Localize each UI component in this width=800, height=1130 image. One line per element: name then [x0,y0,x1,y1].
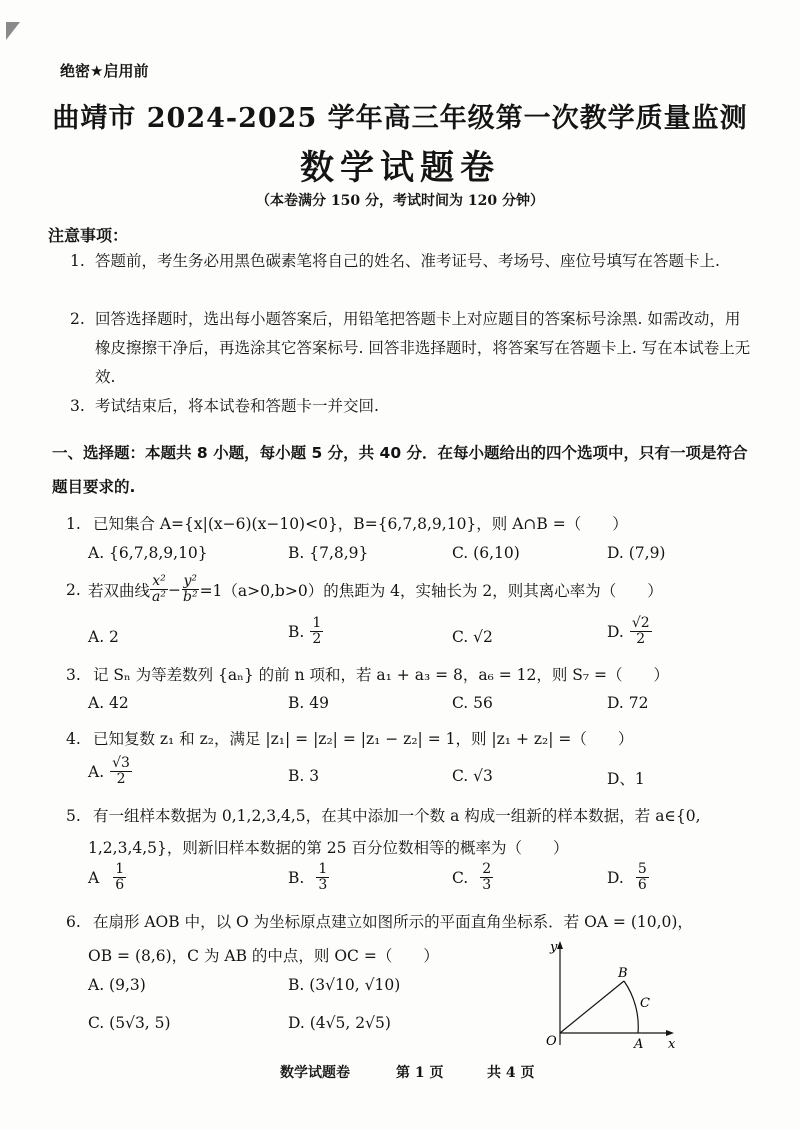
note-item [70,247,755,276]
fraction: $\frac{5}{6}$ [637,861,647,893]
option-b: B. 49 [288,694,329,712]
option-d: D、1 [607,770,645,788]
fraction: $\frac{√2}{2}$ [631,615,650,647]
question-number: 3. [66,666,81,684]
option-c: C. 56 [452,694,493,712]
option-b: B. 3 [288,767,320,785]
fraction: $\frac{1}{2}$ [312,615,322,647]
option-a: A. 2 [88,628,119,646]
fraction: $\frac{1}{6}$ [115,861,125,893]
option-d: D. $\frac{√2}{2}$ [607,615,650,647]
option-b: B. {7,8,9} [288,544,369,562]
question-stem: 已知复数 z₁ 和 z₂，满足 |z₁| = |z₂| = |z₁ − z₂| = 1，则 |z₁ + z₂| =（ ） [92,730,634,748]
option-c: C. √2 [452,628,493,646]
option-a: A. {6,7,8,9,10} [88,544,208,562]
radius-ob [560,981,624,1033]
note-number: 3. [70,397,85,415]
question-6-line2: OB = (8,6)，C 为 AB 的中点，则 OC =（ ） [88,947,439,965]
minus-sign: − [167,580,181,599]
section-title: 一、选择题：本题共 8 小题，每小题 5 分，共 40 分．在每小题给出的四个选项中，只有一项是符合题目要求的. [52,444,748,496]
option-c: C. $\frac{2}{3}$ [452,861,492,893]
note-text: 考试结束后，将本试卷和答题卡一并交回. [95,397,379,415]
y-axis-arrow [557,941,563,949]
notes-title: 注意事项： [48,226,129,245]
corner-mark [6,22,20,40]
option-c: C. (6,10) [452,544,520,562]
fraction: $\frac{√3}{2}$ [112,755,130,787]
option-a: A $\frac{1}{6}$ [88,861,125,893]
question-number: 2. [66,580,81,599]
x-axis-arrow [666,1030,674,1036]
y-axis-label: y [550,940,558,955]
note-item [70,305,755,392]
point-c-label: C [640,996,650,1011]
option-c: C. √3 [452,767,493,785]
question-number: 1. [66,515,81,533]
question-stem-pre: 若双曲线 [88,581,151,600]
arc-ab [624,981,638,1033]
option-b: B. $\frac{1}{3}$ [288,861,328,893]
question-1 [66,512,628,534]
option-d: D. 72 [607,694,649,712]
question-3 [66,663,669,685]
note-text: 答题前，考生务必用黑色碳素笔将自己的姓名、准考证号、考场号、座位号填写在答题卡上. [95,252,720,270]
question-4 [66,727,633,749]
note-text: 回答选择题时，选出每小题答案后，用铅笔把答题卡上对应题目的答案标号涂黑. 如需改动，用橡皮擦擦干净后，再选涂其它答案标号. 回答非选择题时，将答案写在答题卡上. 写在本试卷上无效. [95,310,751,386]
note-number: 1. [70,252,85,270]
option-d: D. $\frac{5}{6}$ [607,861,647,893]
fraction: $\frac{1}{3}$ [318,861,328,893]
question-number: 4. [66,730,81,748]
option-b: B. $\frac{1}{2}$ [288,615,322,647]
option-a: A. 42 [88,694,129,712]
option-a: A. (9,3) [88,976,146,994]
fraction: $\frac{2}{3}$ [482,861,492,893]
question-number: 5. [66,807,81,825]
note-number: 2. [70,310,85,328]
question-stem-line1: 在扇形 AOB 中，以 O 为坐标原点建立如图所示的平面直角坐标系．若 OA = (10,0)， [92,913,693,931]
question-stem-post: =1（a>0,b>0）的焦距为 4，实轴长为 2，则其离心率为（ ） [199,581,663,600]
question-stem: 记 Sₙ 为等差数列 {aₙ} 的前 n 项和，若 a₁ + a₃ = 8，a₆ = 12，则 S₇ =（ ） [92,666,670,684]
question-5 [66,804,701,826]
question-stem-line1: 有一组样本数据为 0,1,2,3,4,5，在其中添加一个数 a 构成一组新的样本数据，若 a∈{0, [92,807,701,825]
sector-figure [530,935,690,1055]
footer-name: 数学试题卷 [280,1065,350,1081]
fraction-y2-b2: $\frac{\text{y²}}{\text{b²}}$ [182,573,198,605]
option-c: C. (5√3, 5) [88,1014,171,1032]
secret-label: 绝密★启用前 [60,62,149,80]
question-stem: 已知集合 A={x|(x−6)(x−10)<0}，B={6,7,8,9,10}，则 A∩B =（ ） [92,515,628,533]
option-a: A. $\frac{√3}{2}$ [88,755,130,787]
option-b: B. (3√10, √10) [288,976,401,994]
option-d: D. (7,9) [607,544,666,562]
exam-subtitle: 数学试题卷 [300,148,500,188]
point-a-label: A [634,1037,644,1052]
page-title: 曲靖市 2024-2025 学年高三年级第一次教学质量监测 [52,103,748,134]
question-5-line2: 1,2,3,4,5}，则新旧样本数据的第 25 百分位数相等的概率为（ ） [88,839,569,857]
question-number: 6. [66,913,81,931]
point-b-label: B [618,966,628,981]
note-item [70,392,755,421]
footer-page: 第 1 页 [396,1065,444,1081]
question-6 [66,910,693,932]
footer-total: 共 4 页 [487,1065,535,1081]
x-axis-label: x [668,1037,676,1052]
option-d: D. (4√5, 2√5) [288,1014,391,1032]
question-2 [66,574,663,605]
origin-label: O [546,1034,557,1049]
exam-info: （本卷满分 150 分，考试时间为 120 分钟） [256,193,544,209]
fraction-x2-a2: $\frac{\text{x²}}{\text{a²}}$ [152,573,166,605]
